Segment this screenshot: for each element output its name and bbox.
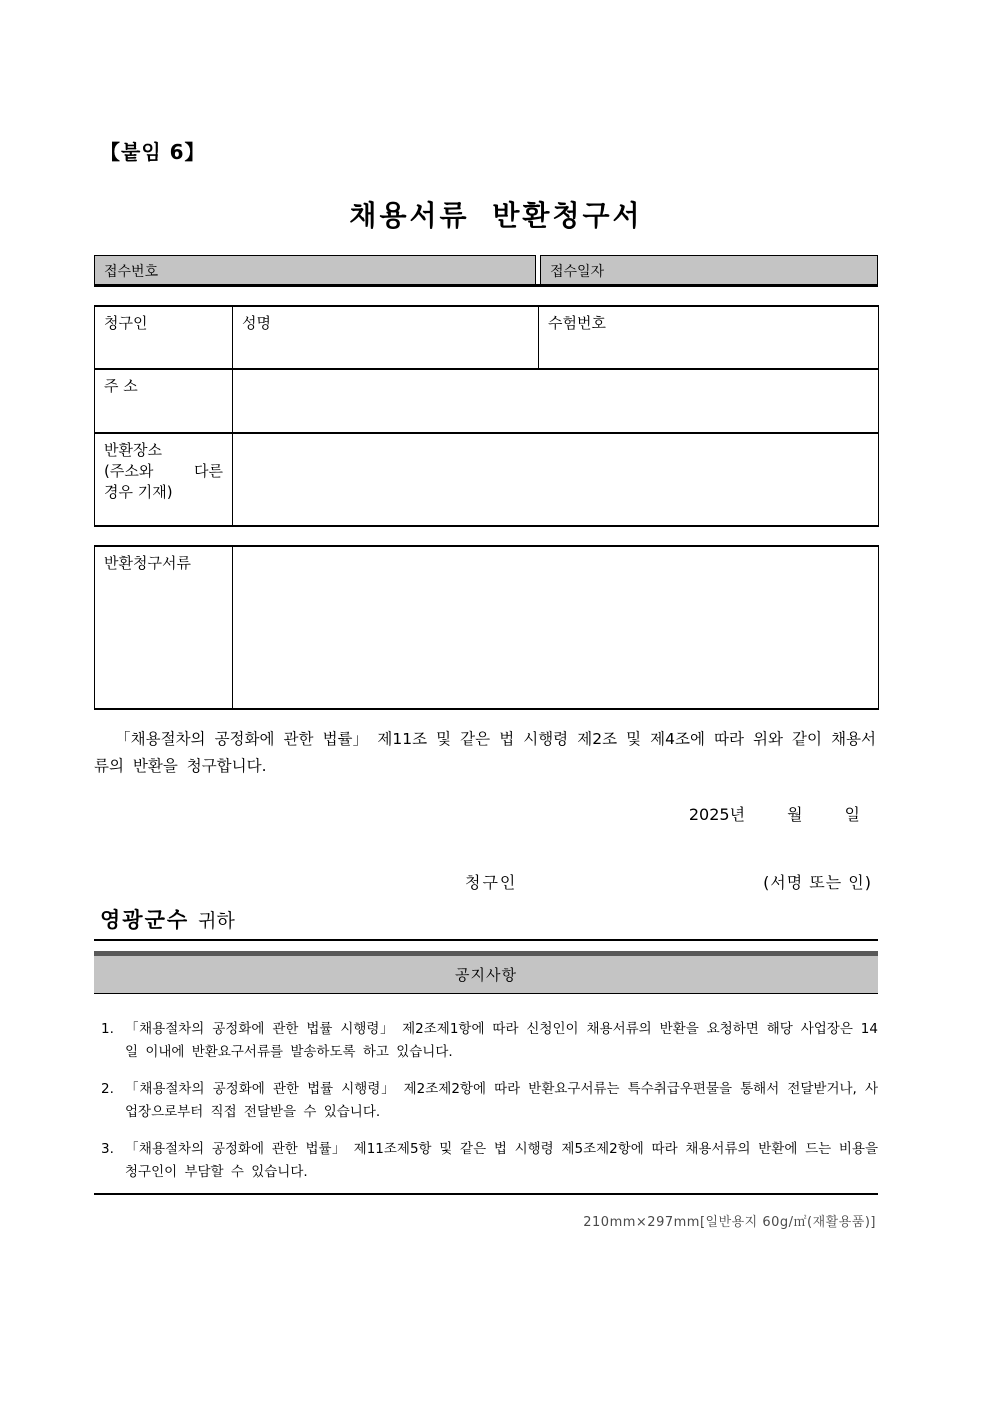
document-title: 채용서류 반환청구서 xyxy=(349,199,643,232)
addressee-honorific: 귀하 xyxy=(198,910,235,932)
return-docs-row xyxy=(95,546,879,709)
notice-header-bar xyxy=(94,951,878,994)
date-day: 일 xyxy=(844,805,860,824)
request-statement: 「채용절차의 공정화에 관한 법률」 제11조 및 같은 법 시행령 제2조 및 제4조에 따라 위와 같이 채용서류의 반환을 청구합니다. xyxy=(94,730,876,775)
receipt-date-label: 접수일자 xyxy=(550,264,605,280)
return-place-label-cell xyxy=(95,433,233,526)
return-place-label-line1: 반환장소 xyxy=(104,441,162,459)
applicant-row xyxy=(95,306,879,369)
receipt-date-cell xyxy=(540,255,878,284)
applicant-label-cell: 청구인 xyxy=(95,306,233,369)
notice-item-text: 「채용절차의 공정화에 관한 법률 시행령」 제2조제1항에 따라 신청인이 채용서류의 반환을 요청하면 해당 사업장은 14일 이내에 반환요구서류를 발송하도록 하고 있습니다. xyxy=(125,1021,878,1060)
notice-item xyxy=(101,1018,878,1064)
notice-item xyxy=(101,1138,878,1184)
return-place-label-line3: 경우 기재) xyxy=(104,483,173,501)
return-docs-table xyxy=(94,545,879,710)
notice-list xyxy=(101,1018,878,1198)
date-line xyxy=(94,802,878,825)
address-row xyxy=(95,369,879,433)
date-year: 2025년 xyxy=(688,805,746,824)
return-docs-label-cell: 반환청구서류 xyxy=(95,546,233,709)
receipt-number-label: 접수번호 xyxy=(104,264,159,280)
address-value-cell xyxy=(233,369,879,433)
name-field-cell: 성명 xyxy=(233,306,539,369)
notice-item-text: 「채용절차의 공정화에 관한 법률」 제11조제5항 및 같은 법 시행령 제5조제2항에 따라 채용서류의 반환에 드는 비용을 청구인이 부담할 수 있습니다. xyxy=(125,1141,878,1180)
receipt-header-table xyxy=(94,255,878,287)
applicant-info-table xyxy=(94,305,879,527)
return-place-value-cell xyxy=(233,433,879,526)
notice-item xyxy=(101,1078,878,1124)
addressee-line xyxy=(100,904,235,934)
signer-label: 청구인 xyxy=(465,873,518,892)
date-month: 월 xyxy=(787,805,803,824)
notice-item-number: 3. xyxy=(101,1141,114,1157)
receipt-number-cell xyxy=(94,255,536,284)
footer-divider-rule xyxy=(94,1193,878,1195)
paper-spec-note: 210mm×297mm[일반용지 60g/㎡(재활용품)] xyxy=(583,1215,876,1230)
notice-item-number: 2. xyxy=(101,1081,114,1097)
notice-item-text: 「채용절차의 공정화에 관한 법률 시행령」 제2조제2항에 따라 반환요구서류는 특수취급우편물을 통해서 전달받거나, 사업장으로부터 직접 전달받을 수 있습니다. xyxy=(125,1081,878,1120)
return-place-row xyxy=(95,433,879,526)
return-place-label-line2: (주소와 다른 xyxy=(104,462,223,480)
signer-line xyxy=(94,870,878,894)
addressee-name: 영광군수 xyxy=(100,908,190,932)
addressee-divider-rule xyxy=(94,939,878,941)
exam-number-field-cell: 수험번호 xyxy=(539,306,879,369)
attachment-label: 【붙임 6】 xyxy=(100,140,206,164)
sign-method-hint: (서명 또는 인) xyxy=(763,873,872,892)
address-label-cell: 주 소 xyxy=(95,369,233,433)
notice-item-number: 1. xyxy=(101,1021,114,1037)
notice-title: 공지사항 xyxy=(455,966,517,984)
return-docs-value-cell xyxy=(233,546,879,709)
